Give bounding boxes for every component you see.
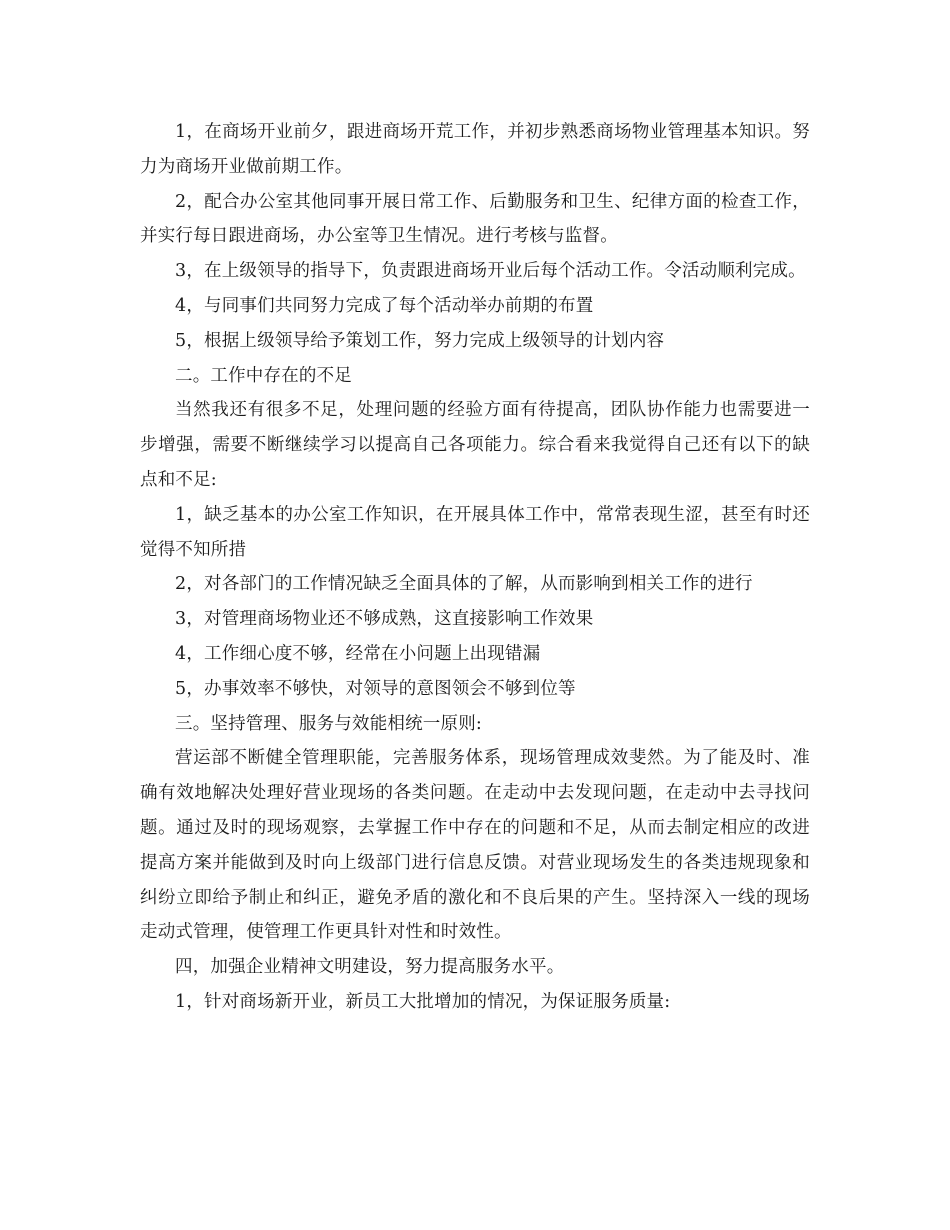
- paragraph-9: 3，对管理商场物业还不够成熟，这直接影响工作效果: [175, 609, 594, 630]
- paragraph-10: 4，工作细心度不够，经常在小问题上出现错漏: [175, 643, 541, 664]
- paragraph-6: 当然我还有很多不足，处理问题的经验方面有待提高，团队协作能力也需要进一步增强，需要不断继续学习以提高自己各项能力。综合看来我觉得自己还有以下的缺点和不足:: [140, 400, 810, 490]
- paragraph-13: 1，针对商场新开业，新员工大批增加的情况，为保证服务质量:: [175, 991, 671, 1012]
- paragraph-7: 1，缺乏基本的办公室工作知识，在开展具体工作中，常常表现生涩，甚至有时还觉得不知所措: [140, 504, 810, 560]
- paragraph-3: 3，在上级领导的指导下，负责跟进商场开业后每个活动工作。令活动顺利完成。: [175, 261, 806, 282]
- paragraph-2: 2，配合办公室其他同事开展日常工作、后勤服务和卫生、纪律方面的检查工作，并实行每日跟进商场，办公室等卫生情况。进行考核与监督。: [140, 191, 810, 247]
- section-heading-4: 四，加强企业精神文明建设，努力提高服务水平。: [175, 957, 565, 978]
- document-body: [140, 115, 810, 1020]
- paragraph-8: 2，对各部门的工作情况缺乏全面具体的了解，从而影响到相关工作的进行: [175, 574, 753, 595]
- paragraph-4: 4，与同事们共同努力完成了每个活动举办前期的布置: [175, 295, 594, 316]
- paragraph-12: 营运部不断健全管理职能，完善服务体系，现场管理成效斐然。为了能及时、准确有效地解决处理好营业现场的各类问题。在走动中去发现问题，在走动中去寻找问题。通过及时的现场观察，去掌握工作中存在的问题和不足，从而去制定相应的改进提高方案并能做到及时向上级部门进行信息反馈。对营业现场发生的各类违规现象和纠纷立即给予制止和纠正，避免矛盾的激化和不良后果的产生。坚持深入一线的现场走动式管理，使管理工作更具针对性和时效性。: [140, 748, 810, 943]
- paragraph-11: 5，办事效率不够快，对领导的意图领会不够到位等: [175, 678, 576, 699]
- section-heading-3: 三。坚持管理、服务与效能相统一原则:: [175, 713, 482, 734]
- paragraph-1: 1，在商场开业前夕，跟进商场开荒工作，并初步熟悉商场物业管理基本知识。努力为商场开业做前期工作。: [140, 122, 810, 177]
- section-heading-2: 二。工作中存在的不足: [175, 365, 352, 386]
- paragraph-5: 5，根据上级领导给予策划工作，努力完成上级领导的计划内容: [175, 330, 665, 351]
